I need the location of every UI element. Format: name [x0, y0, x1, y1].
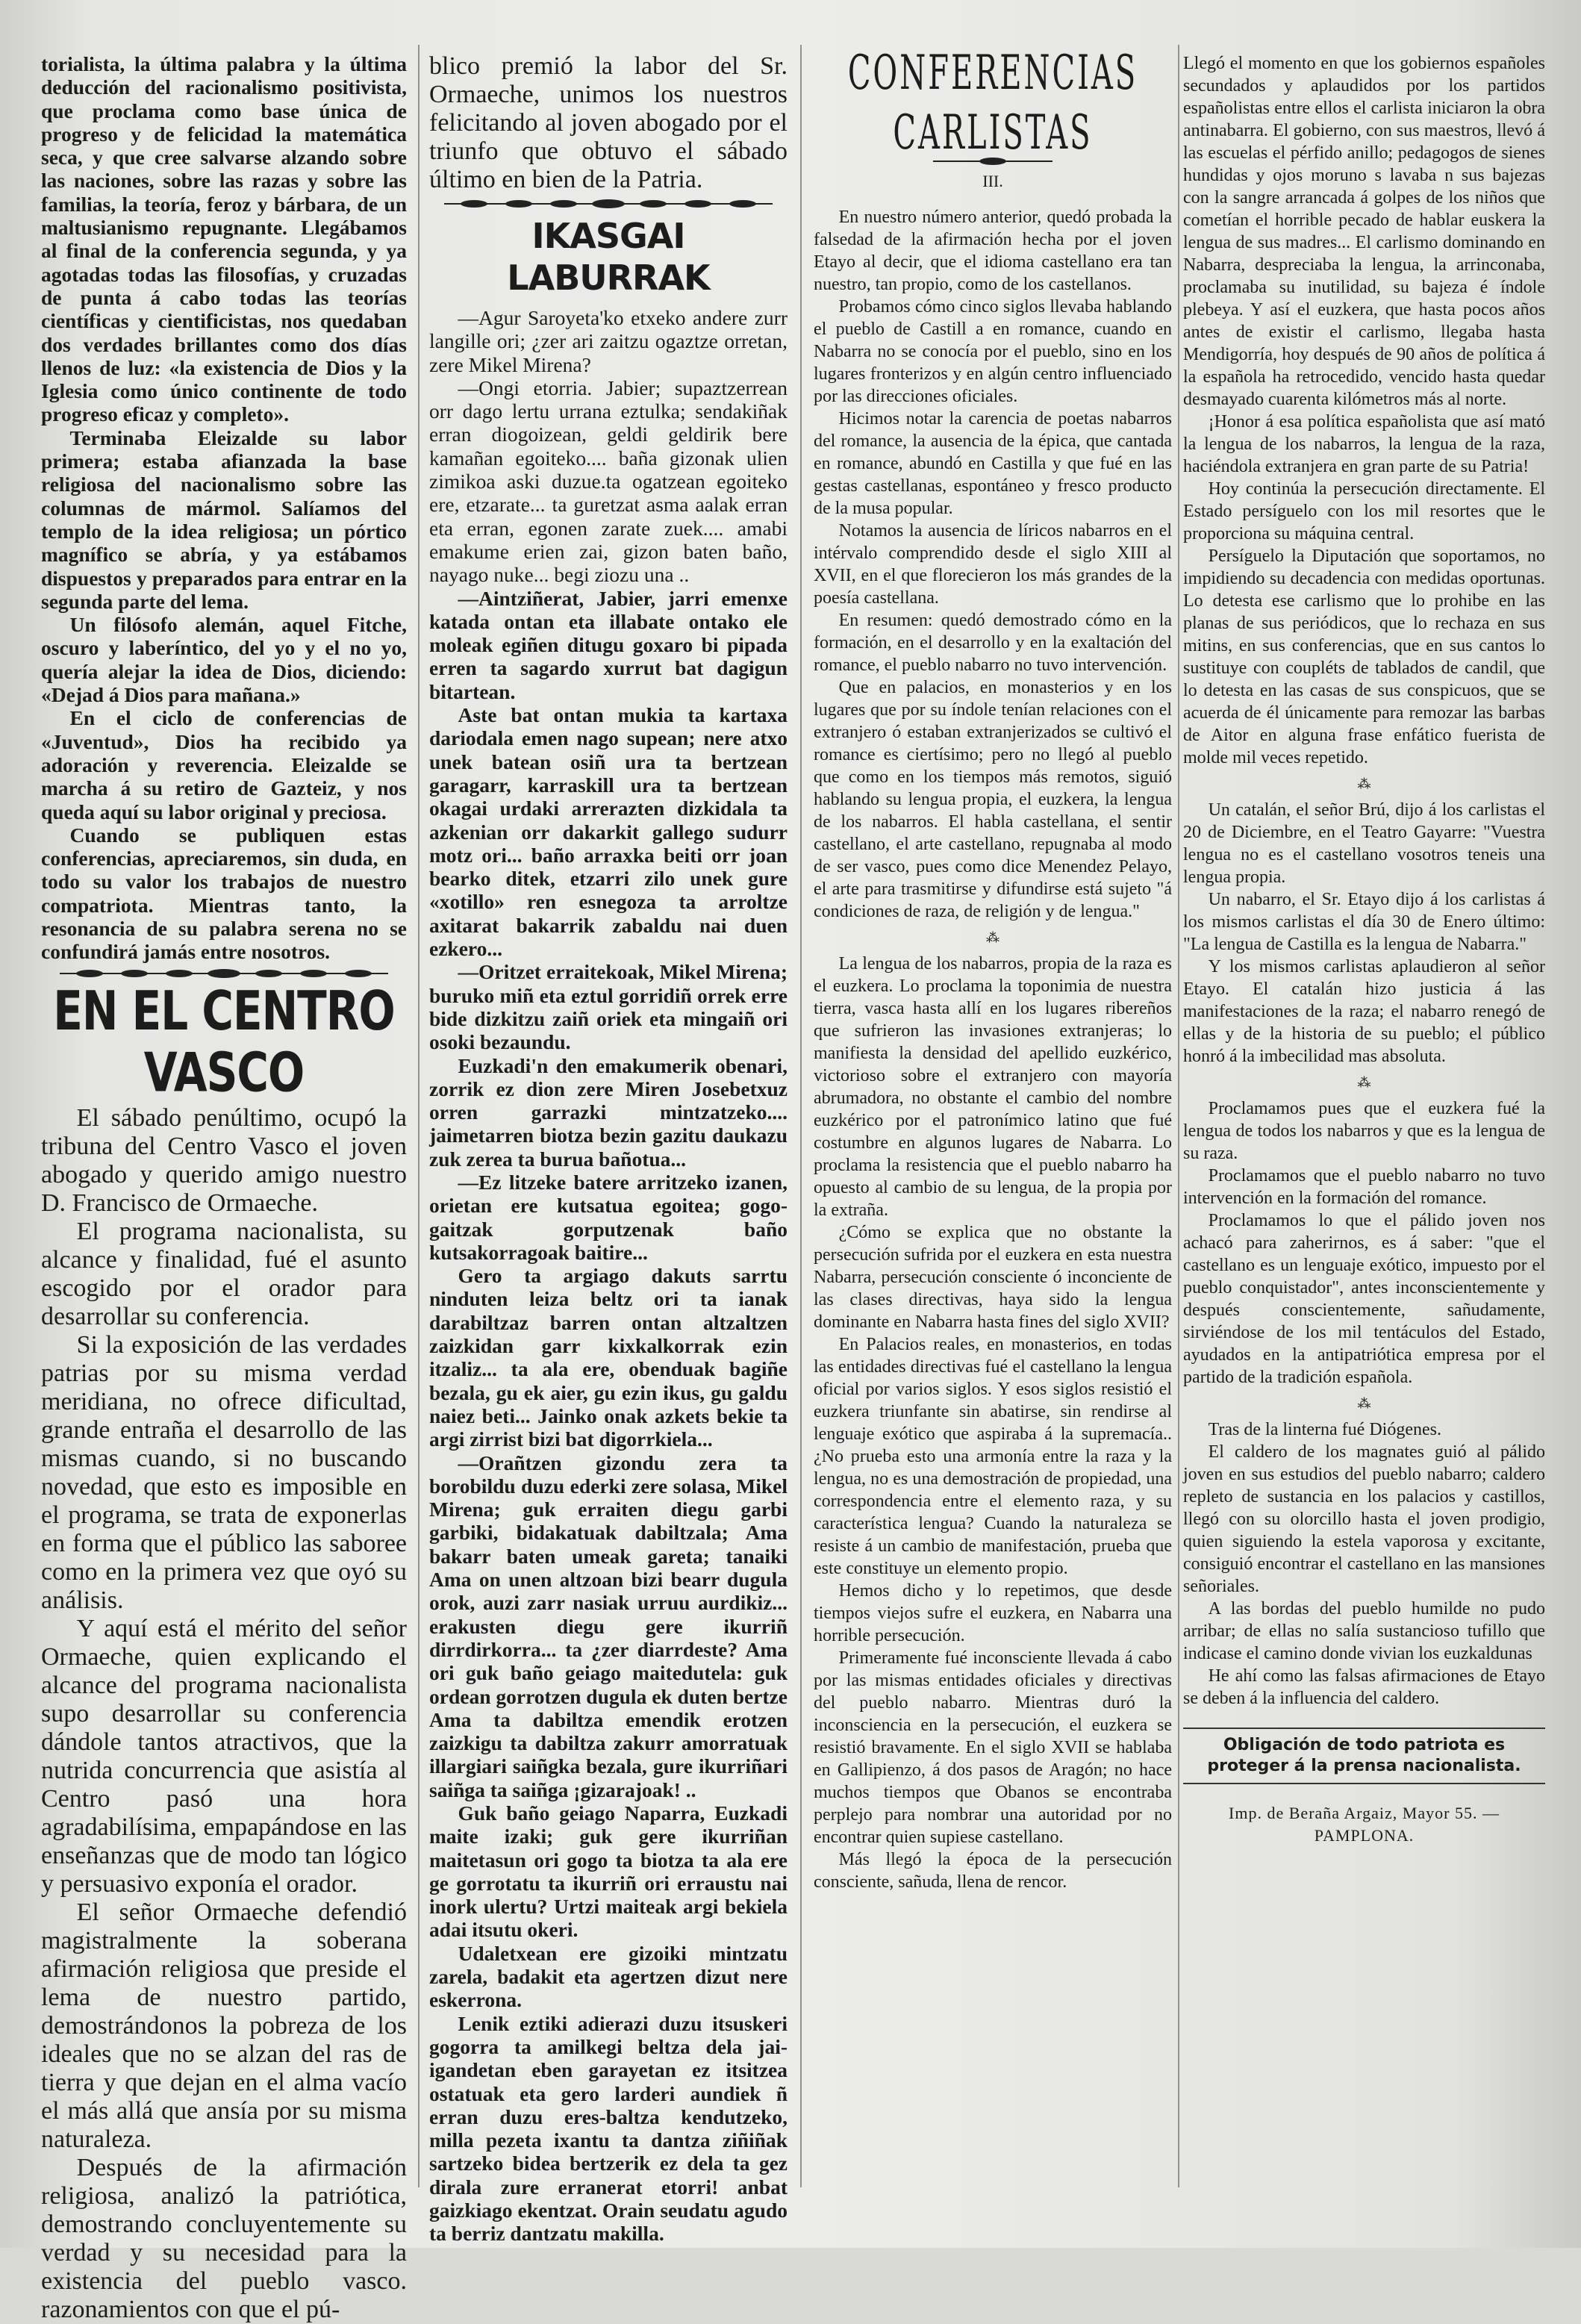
article-paragraph: Después de la afirmación religiosa, analizó la patriótica, demostrando concluyentemente su verdad y su necesidad para la existencia del pueblo vasco. razonamientos con que el pú-	[41, 2153, 407, 2323]
article-paragraph: He ahí como las falsas afirmaciones de Etayo se deben á la influencia del caldero.	[1183, 1666, 1545, 1708]
ornament-divider	[60, 968, 388, 979]
article-paragraph: Hemos dicho y lo repetimos, que desde tiempos viejos sufre el euzkera, en Nabarra una horrible persecución.	[814, 1581, 1172, 1645]
notice-box: Obligación de todo patriota es proteger á la prensa nacionalista.	[1183, 1728, 1545, 1784]
asterism-separator: ⁂	[1357, 776, 1371, 791]
article-paragraph: Un nabarro, el Sr. Etayo dijo á los carlistas á los mismos carlistas el día 30 de Enero último: "La lengua de Castilla es la lengua de Nabarra."	[1183, 890, 1545, 954]
article-paragraph: El caldero de los magnates guió al pálido joven en sus estudios del pueblo nabarro; caldero repleto de sustancia en los palacios y castillos, llegó con su olorcillo hasta el joven prodigio, quien siguiendo la estela vaporosa y excitante, consiguió encontrar el castellano en las mansiones señoriales.	[1183, 1442, 1545, 1596]
article-paragraph: ¿Cómo se explica que no obstante la persecución sufrida por el euzkera en esta nuestra Nabarra, persecución consciente ó inconciente de las clases directivas, haya sido la lengua dominante en Nabarra hasta fines del siglo XVII?	[814, 1223, 1172, 1332]
article-paragraph: Que en palacios, en monasterios y en los lugares que por su índole tenían relaciones con el extranjero ó estaban extranjerizados se cultivó el romance es ciertísimo; pero no llegó al pueblo que como en los tiempos más remotos, siguió hablando su lengua propia, el euzkera, la lengua de los nabarros. El habla castellana, el sentir castellano, el arte castellano, repugnaba al modo de ser vasco, pues como dice Menendez Pelayo, el arte para trasmitirse y difundirse está sujeto "á condiciones de raza, de religión y de lengua."	[814, 678, 1172, 921]
section-title: EN EL CENTRO VASCO	[53, 978, 395, 1104]
section-title: CONFERENCIAS CARLISTAS	[847, 46, 1138, 161]
article-paragraph: El programa nacionalista, su alcance y finalidad, fué el asunto escogido por el orador para desarrollar su conferencia.	[41, 1217, 407, 1330]
article-paragraph: Cuando se publiquen estas conferencias, apreciaremos, sin duda, en todo su valor los trabajos de nuestro compatriota. Mientras tanto, la resonancia de su palabra serena no se confundirá jamás entre nosotros.	[41, 823, 407, 964]
article-paragraph: Hoy continúa la persecución directamente. El Estado persíguelo con los mil resortes que le proporciona su máquina central.	[1183, 479, 1545, 543]
article-paragraph: Proclamamos lo que el pálido joven nos achacó para zaherirnos, es á saber: "que el castellano es un lenguaje exótico, impuesto por el pueblo conquistador", antes inconscientemente y después conscientemente, sañudamente, sirviéndose de los mil tentáculos del Estado, ayudados en la antipatriótica empresa por el partido de la tradición española.	[1183, 1211, 1545, 1387]
article-paragraph: Euzkadi'n den emakumerik obenari, zorrik ez dion zere Miren Josebetxuz orren garrazki mintzatzeko.... jaimetarren biotza bezin gazitu daukazu zuk zerea ta burua bañotua...	[429, 1053, 788, 1171]
article-paragraph: El señor Ormaeche defendió magistralmente la soberana afirmación religiosa que preside el lema de nuestro partido, demostrándonos la pobreza de los ideales que no se alzan del ras de tierra y que dejan en el alma vacío el más allá que ansía por su misma naturaleza.	[41, 1898, 407, 2153]
column-3	[814, 46, 1172, 2217]
article-paragraph: —Orañtzen gizondu zera ta borobildu duzu ederki zere solasa, Mikel Mirena; guk erraiten diegu garbi garbiki, bidakatuak dabiltzala; Ama bakarr baten umeak gareta; tanaiki Ama on unen altzoan bizi bearr dugula orok, auzi zarr nasiak urruu aurdikiz... erakusten diegu gere ikurriñ dirrdirkorra... ta ¿zer diarrdeste? Ama ori guk baño geiago maitedutela: guk ordean gorrotzen dugula ek duten bertze Ama ta dabiltza emendik erotzen zaizkigu ta dabiltza zakurr amorratuak illargiari saiñgka bezala, gure ikurriñari saiñga ta saiñga ¡gizarajoak! ..	[429, 1451, 788, 1801]
column-4	[1183, 52, 1545, 2217]
article-paragraph: Notamos la ausencia de líricos nabarros en el intérvalo comprendido desde el siglo XIII al XVII, en el que florecieron los más grandes de la poesía castellana.	[814, 521, 1172, 608]
article-paragraph: Persíguelo la Diputación que soportamos, no impidiendo su decadencia con medidas oportunas. Lo detesta ese carlismo que lo prohibe en las planas de sus periódicos, que lo rechaza en sus mitins, en sus conferencias, que en sus cantos lo sustituye con coupléts de tablados de candil, que lo detesta en las casas de sus conspicuos, que se acuerda de él únicamente para remozar las barbas de Aitor en alguna frase enfático fuerista de molde mil veces repetido.	[1183, 546, 1545, 767]
article-paragraph: —Ez litzeke batere arritzeko izanen, orietan ere kutsatua egoitea; gogo-gaitzak gorputzenak baño kutsakorragoak baitire...	[429, 1170, 788, 1264]
asterism-separator: ⁂	[986, 930, 1000, 945]
article-paragraph: Proclamamos que el pueblo nabarro no tuvo intervención en la formación del romance.	[1183, 1166, 1545, 1208]
article-paragraph: En resumen: quedó demostrado cómo en la formación, en el desarrollo y en la exaltación del romance, el pueblo nabarro no tuvo intervención.	[814, 611, 1172, 675]
article-paragraph: Terminaba Eleizalde su labor primera; estaba afianzada la base religiosa del nacionalismo sobre las columnas de mármol. Salíamos del templo de la idea religiosa; un pórtico magnífico se abría, y ya estábamos dispuestos y preparados para entrar en la segunda parte del lema.	[41, 426, 407, 613]
article-paragraph: Hicimos notar la carencia de poetas nabarros del romance, la ausencia de la épica, que cantada en romance, abundó en Castilla y que fué en las gestas castellanas, espontáneo y fresco producto de la musa popular.	[814, 409, 1172, 518]
article-paragraph: Y los mismos carlistas aplaudieron al señor Etayo. El catalán hizo justicia á las manifestaciones de la raza; el nabarro renegó de ellas y de la historia de su pueblo; el público honró á la imbecilidad mas absoluta.	[1183, 957, 1545, 1066]
article-paragraph: A las bordas del pueblo humilde no pudo arribar; de ellas no salía sustancioso tufillo que indicase el camino donde vivian los euzkaldunas	[1183, 1599, 1545, 1663]
article-paragraph: blico premió la labor del Sr. Ormaeche, unimos los nuestros felicitando al joven abogado por el triunfo que obtuvo el sábado último en bien de la Patria.	[429, 52, 788, 193]
article-paragraph: Y aquí está el mérito del señor Ormaeche, quien explicando el alcance del programa nacionalista supo desarrollar su conferencia dándole tantos atractivos, que la nutrida concurrencia que asistía al Centro pasó una hora agradabilísima, empapándose en las enseñanzas que de modo tan lógico y persuasivo exponía el orador.	[41, 1614, 407, 1898]
article-paragraph: —Ongi etorria. Jabier; supaztzerrean orr dago lertu urrana eztulka; sendakiñak erran diogoizean, geldi geldirik bere kamañan egoiteko.... baña gizonak ulien zimikoa aski duzue.ta ogatzean egoiteko ere, etzarate... ta guretzat asma aalak erran eta erran, egonen zarate zuek.... amabi emakume erien zai, gizon baten baño, nayago nuke... begi ziozu una ..	[429, 376, 788, 587]
article-paragraph: La lengua de los nabarros, propia de la raza es el euzkera. Lo proclama la toponimia de nuestra tierra, vasca hasta allí en los lugares ribereños que sufrieron las invasiones extranjeras; lo manifiesta la densidad del apellido euzkérico, victorioso sobre el extranjero con mayoría abrumadora, no obstante el cambio del nombre euzkérico por el patronímico latino que fué costumbre en algunos lugares de Nabarra. Lo proclama la resistencia que el pueblo nabarro ha opuesto al cambio de su lengua, de la propia por la extraña.	[814, 954, 1172, 1220]
article-paragraph: —Oritzet erraitekoak, Mikel Mirena; buruko miñ eta eztul gorridiñ orrek erre bide dizkitzu zaiñ oriek eta mingaiñ ori osoki bezaundu.	[429, 960, 788, 1054]
article-paragraph: El sábado penúltimo, ocupó la tribuna del Centro Vasco el joven abogado y querido amigo nuestro D. Francisco de Ormaeche.	[41, 1103, 407, 1217]
article-paragraph: Tras de la linterna fué Diógenes.	[1208, 1420, 1441, 1439]
section-numeral: III.	[982, 172, 1003, 190]
column-2	[429, 52, 788, 2246]
article-paragraph: —Aintziñerat, Jabier, jarri emenxe katada ontan eta illabate ontako ele moleak egiñen ditugu goxaro bi pipada erren ta sagardo xurrut bat dagigun bitartean.	[429, 586, 788, 703]
section-title: IKASGAI LABURRAK	[507, 216, 710, 298]
column-1	[41, 52, 407, 2323]
article-paragraph: Probamos cómo cinco siglos llevaba hablando el pueblo de Castill a en romance, cuando en Nabarra no se conocía por el pueblo, sino en los lugares fronterizos y en algún centro influenciado por las direcciones oficiales.	[814, 297, 1172, 406]
article-paragraph: En nuestro número anterior, quedó probada la falsedad de la afirmación hecha por el joven Etayo al decir, que el idioma castellano era tan nuestro, tan propio, como de los castellanos.	[814, 208, 1172, 294]
article-paragraph: —Agur Saroyeta'ko etxeko andere zurr langille ori; ¿zer ari zaitzu ogaztze orretan, zere Mikel Mirena?	[429, 306, 788, 376]
asterism-separator: ⁂	[1357, 1396, 1371, 1411]
article-paragraph: Si la exposición de las verdades patrias por su misma verdad meridiana, no ofrece dificultad, grande entraña el desarrollo de las mismas cuando, si no buscando novedad, que esto es imposible en el programa, se trata de exponerlas en forma que el público las saboree como en la primera vez que oyó su análisis.	[41, 1330, 407, 1614]
article-paragraph: En Palacios reales, en monasterios, en todas las entidades directivas fué el castellano la lengua oficial por varios siglos. Y esos siglos resistió el euzkera triunfante sin abatirse, sin rendirse al lenguaje exótico que aspiraba á la supremacía.. ¿No prueba esto una armonía entre la raza y la lengua, no es una demostración de propiedad, una correspondencia entre el elemento raza, y su característica lengua? Cuando la naturaleza se resiste á un cambio de manifestación, prueba que este constituye un elemento propio.	[814, 1335, 1172, 1578]
column-rule	[418, 45, 420, 2187]
article-paragraph: ¡Honor á esa política españolista que así mató la lengua de los nabarros, la lengua de la raza, haciéndola extranjera en gran parte de su Patria!	[1183, 412, 1545, 476]
article-paragraph: Guk baño geiago Naparra, Euzkadi maite izaki; guk gere ikurriñan maitetasun ori gogo ta biotza ta ala ere ge gorrotatu ta ikurriñ ori erraustu nai inork ulertu? Urtzi maiteak argi bekiela adai itsutu okeri.	[429, 1801, 788, 1942]
article-paragraph: Udaletxean ere gizoiki mintzatu zarela, badakit eta agertzen dizut nere eskerrona.	[429, 1941, 788, 2012]
article-paragraph: Primeramente fué inconsciente llevada á cabo por las mismas entidades oficiales y directivas del pueblo nabarro. Mientras duró la inconsciencia en la persecución, el euzkera se resistió bravamente. En el siglo XVII se hablaba en Gallipienzo, á dos pasos de Aragón; no hace muchos tiempos que Obanos se encontraba perplejo para nombrar una autoridad por no encontrar quien supiese castellano.	[814, 1648, 1172, 1847]
printer-imprint: Imp. de Beraña Argaiz, Mayor 55. —PAMPLONA.	[1229, 1804, 1500, 1845]
article-paragraph: torialista, la última palabra y la última deducción del racionalismo positivista, que proclama como base única de progreso y de felicidad la matemática seca, y que cree salvarse alzando sobre las naciones, sobre las razas y sobre las familias, la teoría, feroz y bárbara, de un maltusianismo repugnante. Llegábamos al final de la conferencia segunda, y ya agotadas todas las filosofías, y cruzadas de punta á cabo todas las teorías científicas y cientificistas, nos quedaban dos verdades brillantes como dos días llenos de luz: «la existencia de Dios y la Iglesia como único continente de todo progreso eficaz y completo».	[41, 52, 407, 426]
ornament-divider	[444, 199, 773, 209]
column-rule	[800, 45, 802, 2187]
article-paragraph: Lenik eztiki adierazi duzu itsuskeri gogorra ta amilkegi beltza dela jai-igandetan eben garayetan ez itsitzea ostatuak eta gero larderi aundiek ñ erran duzu eres-baltza kendutzeko, milla pezeta ixantu ta dantza ziñiñak sartzeko bidea bertzerik ez dela ta gez dirala zure erranerat etorri! anbat gaizkiago ekentzat. Orain seudatu agudo ta berriz dantzatu makilla.	[429, 2011, 788, 2246]
article-paragraph: Aste bat ontan mukia ta kartaxa dariodala emen nago supean; nere atxo unek batean osiñ ura ta bertzean garagarr, karraskill ura ta bertzean okagai urdaki arrerazten dizkidala ta azkenian orr dakarkit gallego sudurr motz ori... baño arraxka beiti orr joan bearko ditek, etzarri zilo unek gure «xotillo» ren esnegoza ta arroltze axitarat bakarrik zabaldu nai duen ezkero...	[429, 703, 788, 961]
article-paragraph: En el ciclo de conferencias de «Juventud», Dios ha recibido ya adoración y reverencia. Eleizalde se marcha á su retiro de Gazteiz, y nos queda aquí su labor original y preciosa.	[41, 706, 407, 823]
article-paragraph: Un filósofo alemán, aquel Fitche, oscuro y laberíntico, del yo y el no yo, quería alejar la idea de Dios, diciendo: «Dejad á Dios para mañana.»	[41, 613, 407, 707]
article-paragraph: Un catalán, el señor Brú, dijo á los carlistas el 20 de Diciembre, en el Teatro Gayarre: "Vuestra lengua no es el castellano vosotros teneis una lengua propia.	[1183, 800, 1545, 887]
article-paragraph: Llegó el momento en que los gobiernos españoles secundados y aplaudidos por los partidos españolistas entre ellos el carlista iniciaron la obra antinabarra. El gobierno, con sus maestros, llevó á las escuelas el pérfido anillo; pedagogos de sienes hundidas y ojos moruno s lavaba n sus bajezas con la sangre arrancada á golpes de los niños que cometían el horrible pecado de hablar euskera la lengua de sus madres... El carlismo dominando en Nabarra, despreciaba la lengua, la arrinconaba, proclamaba su inutilidad, su bajeza é índole plebeya. Y así el euzkera, que hasta pocos años antes de existir el carlismo, llegaba hasta Mendigorría, hoy después de 90 años de política á la española ha retrocedido, vencido hasta quedar desmayado cuarenta kilómetros más al norte.	[1183, 54, 1545, 409]
column-rule	[1178, 45, 1179, 2187]
asterism-separator: ⁂	[1357, 1075, 1371, 1090]
article-paragraph: Proclamamos pues que el euzkera fué la lengua de todos los nabarros y que es la lengua de su raza.	[1183, 1099, 1545, 1163]
article-paragraph: Gero ta argiago dakuts sarrtu ninduten leiza beltz ori ta ianak darabiltzaz barren ontan altzaltzen zaizkidan garr kixkalkorrak ezin itzaliz... ta ala ere, obenduak bagiñe bezala, gu ek aier, gu ezin ikus, gu galdu naiez beti... Jainko onak azkets bekie ta argi zirrist bizi bat digorrkiela...	[429, 1264, 788, 1451]
article-paragraph: Más llegó la época de la persecución consciente, sañuda, llena de rencor.	[814, 1850, 1172, 1892]
